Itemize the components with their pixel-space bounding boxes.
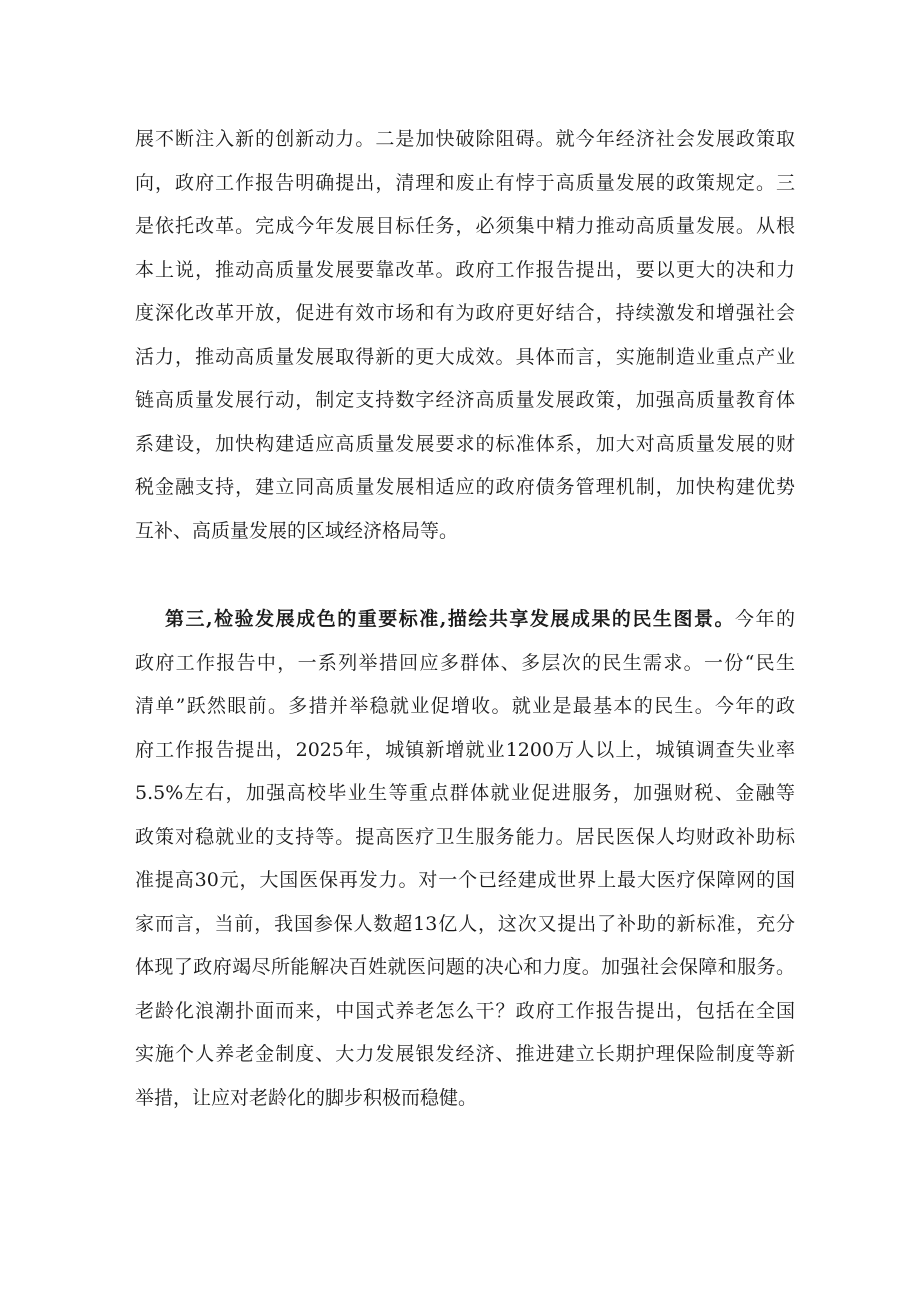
text-line: 体现了政府竭尽所能解决百姓就医问题的决心和力度。加强社会保障和服务。 [135,956,795,978]
text-line: 5.5%左右，加强高校毕业生等重点群体就业促进服务，加强财税、金融等 [135,782,795,804]
text-line: 链高质量发展行动，制定支持数字经济高质量发展政策，加强高质量教育体 [135,389,795,411]
text-line: 展不断注入新的创新动力。二是加快破除阻碍。就今年经济社会发展政策取 [135,128,795,150]
paragraph-first-line [135,598,795,642]
text-run: 今年的 [734,608,795,630]
text-line: 清单”跃然眼前。多措并举稳就业促增收。就业是最基本的民生。今年的政 [135,695,795,717]
text-line: 本上说，推动高质量发展要靠改革。政府工作报告提出，要以更大的决和力 [135,258,795,281]
text-line: 政府工作报告中，一系列举措回应多群体、多层次的民生需求。一份“民生 [135,651,795,674]
text-line: 家而言，当前，我国参保人数超13亿人，这次又提出了补助的新标准，充分 [135,912,795,935]
text-line: 举措，让应对老龄化的脚步积极而稳健。 [135,1086,478,1109]
text-line: 是依托改革。完成今年发展目标任务，必须集中精力推动高质量发展。从根 [135,215,795,237]
section-heading: 第三,检验发展成色的重要标准,描绘共享发展成果的民生图景。 [165,608,735,630]
text-line: 实施个人养老金制度、大力发展银发经济、推进建立长期护理保险制度等新 [135,1043,795,1065]
paragraph-reform [135,118,795,553]
text-line: 老龄化浪潮扑面而来，中国式养老怎么干？政府工作报告提出，包括在全国 [135,999,795,1022]
text-line: 度深化改革开放，促进有效市场和有为政府更好结合，持续激发和增强社会 [135,302,795,324]
text-line: 税金融支持，建立同高质量发展相适应的政府债务管理机制，加快构建优势 [135,476,795,498]
paragraph-livelihood [135,598,795,1120]
text-line: 互补、高质量发展的区域经济格局等。 [135,519,459,542]
text-line: 政策对稳就业的支持等。提高医疗卫生服务能力。居民医保人均财政补助标 [135,825,795,848]
text-line: 系建设，加快构建适应高质量发展要求的标准体系，加大对高质量发展的财 [135,432,795,455]
text-line: 向，政府工作报告明确提出，清理和废止有悖于高质量发展的政策规定。三 [135,171,795,194]
text-line: 准提高30元，大国医保再发力。对一个已经建成世界上最大医疗保障网的国 [135,869,795,891]
text-line: 府工作报告提出，2025年，城镇新增就业1200万人以上，城镇调查失业率 [135,738,795,761]
text-line: 活力，推动高质量发展取得新的更大成效。具体而言，实施制造业重点产业 [135,345,795,368]
